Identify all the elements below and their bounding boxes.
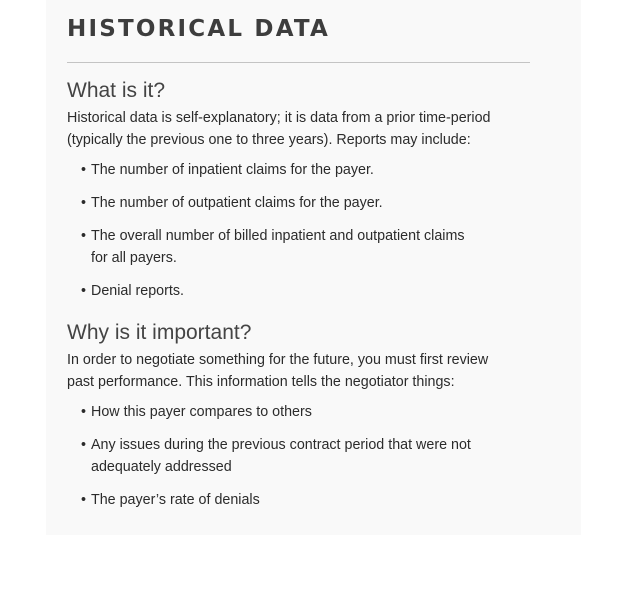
list-item-text: for all payers. — [91, 250, 177, 266]
title-divider — [67, 62, 530, 63]
list-item-text: Any issues during the previous contract period that were not — [91, 437, 471, 453]
bullet-icon: • — [81, 492, 87, 508]
list-item-text: The number of inpatient claims for the payer. — [91, 162, 374, 178]
section-intro — [67, 107, 547, 151]
list-item — [81, 280, 547, 302]
list-item-text: The number of outpatient claims for the payer. — [91, 195, 383, 211]
list-item — [81, 225, 547, 269]
list-item-text: The overall number of billed inpatient and outpatient claims — [91, 228, 465, 244]
list-item — [81, 192, 547, 214]
bullet-list — [81, 159, 547, 302]
intro-line: In order to negotiate something for the future, you must first review — [67, 352, 489, 368]
list-item-text: adequately addressed — [91, 459, 232, 475]
intro-line: (typically the previous one to three years). Reports may include: — [67, 132, 471, 148]
list-item — [81, 489, 547, 511]
bullet-icon: • — [81, 437, 87, 453]
intro-line: past performance. This information tells the negotiator things: — [67, 374, 455, 390]
section-why-is-it-important — [67, 320, 547, 522]
section-heading: What is it? — [67, 79, 166, 102]
section-intro — [67, 349, 547, 393]
list-item — [81, 401, 547, 423]
list-item-text: The payer’s rate of denials — [91, 492, 260, 508]
list-item — [81, 159, 547, 181]
bullet-icon: • — [81, 162, 87, 178]
section-what-is-it — [67, 78, 547, 313]
bullet-icon: • — [81, 283, 87, 299]
list-item-text: How this payer compares to others — [91, 404, 312, 420]
page-title: HISTORICAL DATA — [67, 16, 331, 42]
document-card — [46, 0, 581, 535]
list-item — [81, 434, 547, 478]
bullet-list — [81, 401, 547, 511]
bullet-icon: • — [81, 228, 87, 244]
bullet-icon: • — [81, 404, 87, 420]
list-item-text: Denial reports. — [91, 283, 184, 299]
bullet-icon: • — [81, 195, 87, 211]
section-heading: Why is it important? — [67, 321, 252, 344]
intro-line: Historical data is self-explanatory; it is data from a prior time-period — [67, 110, 491, 126]
